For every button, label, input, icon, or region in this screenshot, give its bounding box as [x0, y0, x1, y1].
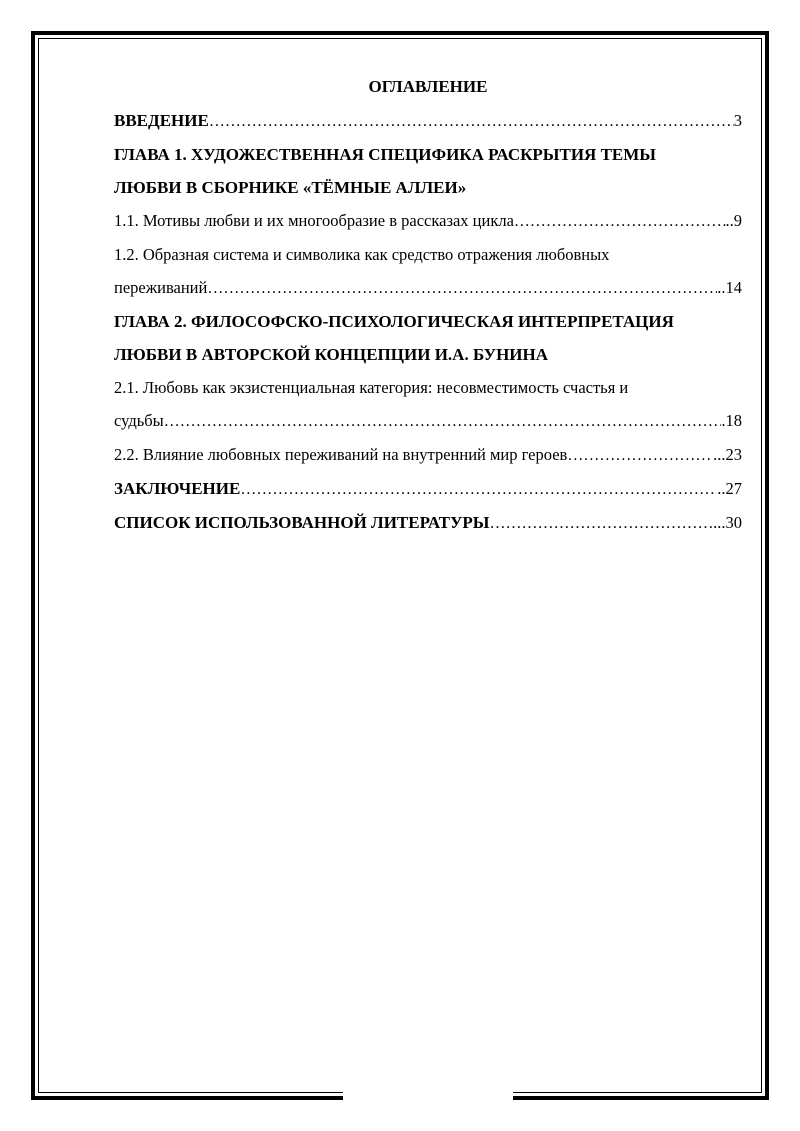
toc-page-number: ..27 — [717, 479, 742, 498]
toc-page-number: .18 — [721, 411, 742, 430]
toc-title: ОГЛАВЛЕНИЕ — [368, 77, 488, 96]
toc-page-number: 3 — [733, 111, 742, 130]
toc-entry-section-2-2[interactable] — [114, 438, 742, 472]
toc-entry-label: переживаний — [114, 278, 208, 297]
dot-leader — [490, 507, 714, 540]
table-of-contents — [114, 76, 742, 540]
toc-entry-section-1-2-line-2[interactable] — [114, 271, 742, 305]
toc-entry-label: ЗАКЛЮЧЕНИЕ — [114, 479, 241, 498]
toc-entry-section-2-1-line-1[interactable]: 2.1. Любовь как экзистенциальная категория: несовместимость счастья и — [114, 378, 629, 397]
dot-leader — [240, 473, 717, 506]
toc-chapter-1-line-2[interactable]: ЛЮБВИ В СБОРНИКЕ «ТЁМНЫЕ АЛЛЕИ» — [114, 178, 467, 197]
toc-entry-bibliography[interactable] — [114, 506, 742, 540]
dot-leader — [207, 272, 717, 305]
toc-chapter-1-line-1[interactable]: ГЛАВА 1. ХУДОЖЕСТВЕННАЯ СПЕЦИФИКА РАСКРЫТИЯ ТЕМЫ — [114, 145, 656, 164]
footer-gap — [343, 1090, 513, 1104]
toc-chapter-2-line-1[interactable]: ГЛАВА 2. ФИЛОСОФСКО-ПСИХОЛОГИЧЕСКАЯ ИНТЕРПРЕТАЦИЯ — [114, 312, 674, 331]
toc-page-number: ...23 — [713, 445, 742, 464]
dot-leader — [209, 105, 734, 138]
toc-entry-label: СПИСОК ИСПОЛЬЗОВАННОЙ ЛИТЕРАТУРЫ — [114, 513, 490, 532]
toc-entry-label: 1.1. Мотивы любви и их многообразие в рассказах цикла — [114, 211, 514, 230]
toc-page-number: ...30 — [713, 513, 742, 532]
toc-entry-conclusion[interactable] — [114, 472, 742, 506]
dot-leader — [514, 205, 726, 238]
dot-leader — [164, 405, 722, 438]
toc-entry-label: судьбы — [114, 411, 164, 430]
dot-leader — [567, 439, 713, 472]
toc-entry-label: ВВЕДЕНИЕ — [114, 111, 209, 130]
toc-page-number: ..9 — [725, 211, 742, 230]
toc-page-number: ..14 — [717, 278, 742, 297]
toc-entry-section-2-1-line-2[interactable] — [114, 404, 742, 438]
toc-chapter-2-line-2[interactable]: ЛЮБВИ В АВТОРСКОЙ КОНЦЕПЦИИ И.А. БУНИНА — [114, 345, 549, 364]
toc-entry-section-1-1[interactable] — [114, 204, 742, 238]
toc-entry-label: 2.2. Влияние любовных переживаний на внутренний мир героев — [114, 445, 568, 464]
toc-entry-introduction[interactable] — [114, 104, 742, 138]
toc-entry-section-1-2-line-1[interactable]: 1.2. Образная система и символика как средство отражения любовных — [114, 245, 610, 264]
